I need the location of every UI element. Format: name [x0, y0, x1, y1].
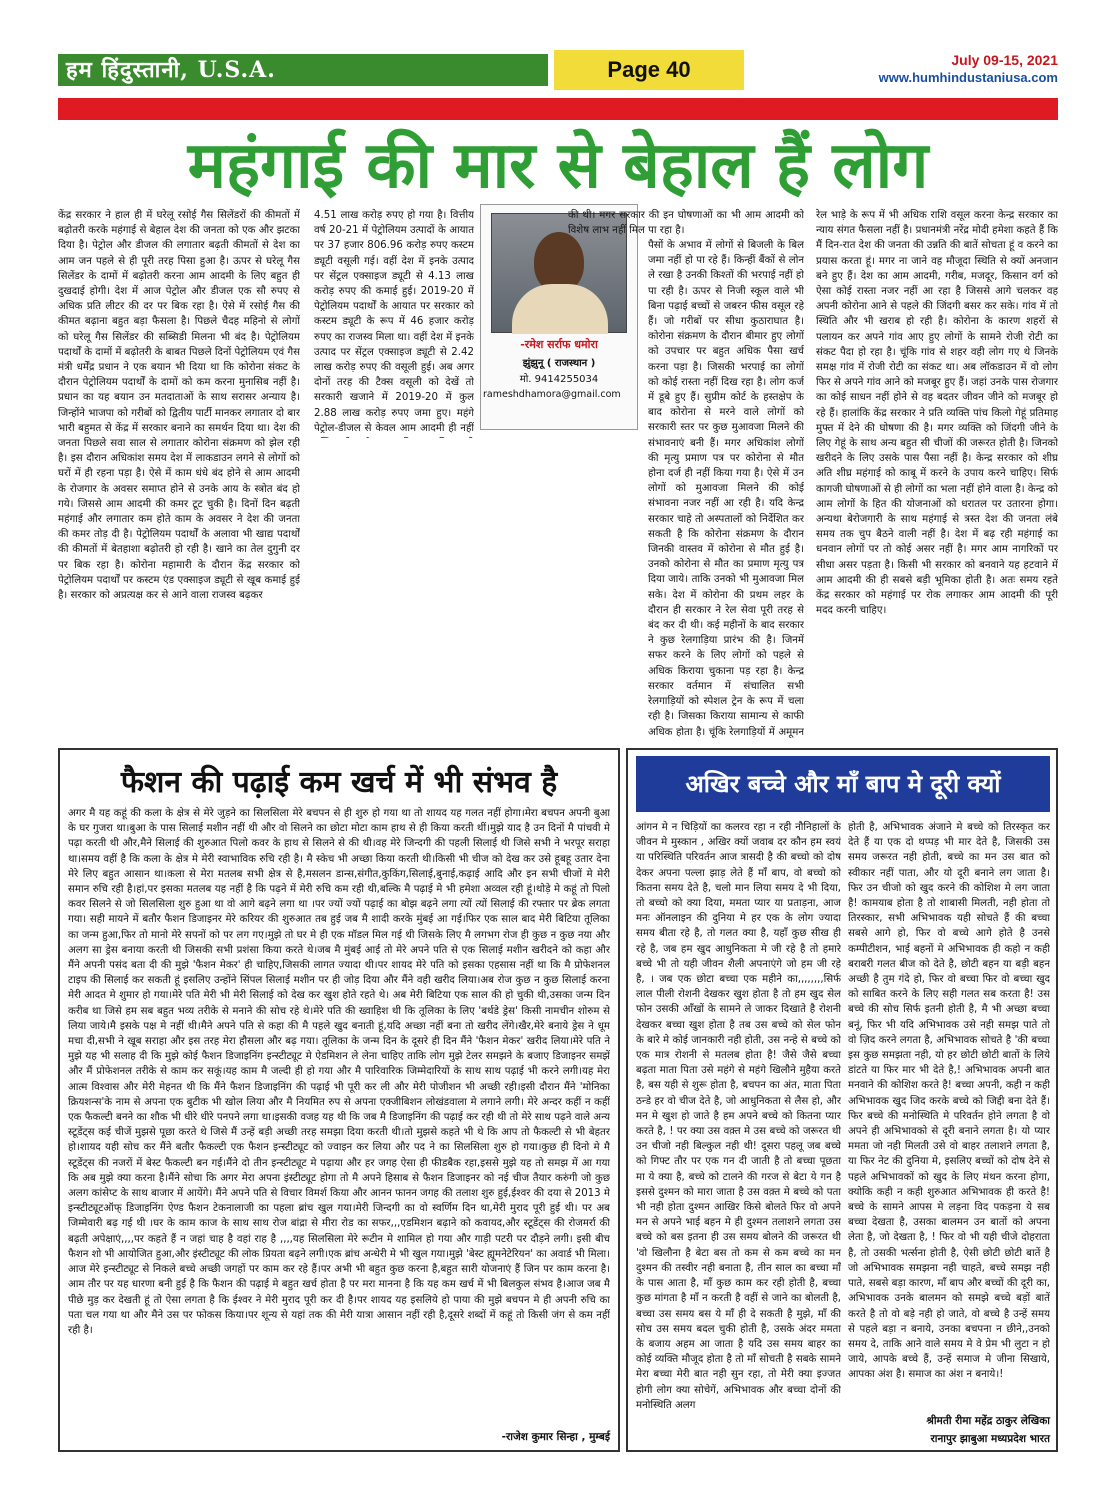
- page-label: Page 40: [554, 50, 744, 90]
- author-name: -रमेश सर्राफ धमोरा: [520, 338, 598, 351]
- parenting-article-col2: [848, 820, 1050, 1410]
- main-article-col3: [648, 238, 804, 738]
- main-article-col3-text: पैसों के अभाव में लोगों से बिजली के बिल जमा नहीं हो पा रहे हैं। किन्हीं बैंकों से लोन ले रखा है उनकी किश्तों की भरपाई नहीं हो पा रही है। ऊपर से निजी स्कूल वाले भी बिना पढ़ाई बच्चों से जबरन फीस वसूल रहे हैं। जो गरीबों पर सीधा कुठाराघात है। कोरोना संक्रमण के दौरान बीमार हुए लोगों को उपचार पर बहुत अधिक पैसा खर्च करना पड़ा है। जिसकी भरपाई का लोगों को कोई रास्ता नहीं दिख रहा है। लोग कर्ज में डूबे हुए हैं। सुप्रीम कोर्ट के हस्तक्षेप के बाद कोरोना से मरने वाले लोगों को सरकारी स्तर पर कुछ मुआवजा मिलने की संभावनाएं बनी हैं। मगर अधिकांश लोगों की मृत्यु प्रमाण पत्र पर कोरोना से मौत होना दर्ज ही नहीं किया गया है। ऐसे में उन लोगों को मुआवजा मिलने की कोई संभावना नजर नहीं आ रही है। यदि केन्द्र सरकार चाहे तो अस्पतालों को निर्देशित कर सकती है कि कोरोना संक्रमण के दौरान जिनकी वास्तव में कोरोना से मौत हुई है। उनको कोरोना से मौत का प्रमाण मृत्यु पत्र दिया जाये। ताकि उनको भी मुआवजा मिल सके। देश में कोरोना की प्रथम लहर के दौरान ही सरकार ने रेल सेवा पूरी तरह से बंद कर दी थी। कई महीनों के बाद सरकार ने कुछ रेलगाड़िया प्रारंभ की है। जिनमें सफर करने के लिए लोगों को पहले से अधिक किराया चुकाना पड़ रहा है। केन्द्र सरकार वर्तमान में संचालित सभी रेलगाड़ियों को स्पेशल ट्रेन के रूप में चला रही है। जिसका किराया सामान्य से काफी अधिक होता है। चूंकि रेलगाड़ियों में अमूमन: [648, 240, 804, 738]
- parenting-article-col1: [636, 820, 841, 1446]
- main-article-col2-text: 4.51 लाख करोड़ रुपए हो गया है। वित्तीय वर्ष 20-21 में पेट्रोलियम उत्पादों के आयात पर 37 हजार 806.96 करोड़ रुपए कस्टम ड्यूटी वसूली गई। वहीं देश में इनके उत्पाद पर सेंट्रल एक्साइज ड्यूटी से 4.13 लाख करोड़ रुपए की कमाई हुई। 2019-20 में पेट्रोलियम पदार्थों के आयात पर सरकार को कस्टम ड्यूटी के रूप में 46 हजार करोड़ रुपए का राजस्व मिला था। वहीं देश में इनके उत्पाद पर सेंट्रल एक्साइज ड्यूटी से 2.42 लाख करोड़ रुपए की वसूली हुई। अब अगर दोनों तरह की टैक्स वसूली को देखें तो सरकारी खजाने में 2019-20 में कुल 2.88 लाख करोड़ रुपए जमा हुए। महंगे पेट्रोल-डीजल से केवल आम आदमी ही नहीं: [314, 210, 474, 434]
- author-card: [480, 204, 638, 430]
- parenting-article-title: अखिर बच्चे और माँ बाप मे दूरी क्यों: [636, 756, 1050, 812]
- author-photo-body: [512, 284, 608, 334]
- author-email[interactable]: rameshdhamora@gmail.com: [483, 389, 621, 400]
- main-headline: महंगाई की मार से बेहाल हैं लोग: [187, 128, 929, 203]
- author-photo-head: [534, 232, 584, 292]
- fashion-article-title: फैशन की पढ़ाई कम खर्च में भी संभव है: [120, 765, 558, 800]
- paper-name: हम हिंदुस्तानी, U.S.A.: [58, 54, 548, 86]
- main-article-col1: [58, 208, 300, 738]
- website-link[interactable]: www.humhindustaniusa.com: [878, 70, 1058, 85]
- main-article-col3-top-text: की थी। मगर सरकार की इन घोषणाओं का भी आम आदमी को विशेष लाभ नहीं मिल पा रहा है।: [568, 210, 804, 236]
- fashion-article-body: [68, 806, 610, 1426]
- parenting-article-byline1: श्रीमती रीमा महेंद्र ठाकुर लेखिका: [926, 1415, 1050, 1427]
- fashion-article-byline: -राजेश कुमार सिन्हा , मुम्बई: [501, 1431, 610, 1443]
- main-article-col4-text: रेल भाड़े के रूप में भी अधिक राशि वसूल करना केन्द्र सरकार का न्याय संगत फैसला नहीं है। प्रधानमंत्री नरेंद्र मोदी हमेशा कहते हैं कि मैं दिन-रात देश की जनता की उन्नति की बातें सोचता हूं व करने का प्रयास करता हूं। मगर ना जाने वह मौजूदा स्थिति से क्यों अनजान बने हुए हैं। देश का आम आदमी, गरीब, मजदूर, किसान वर्ग को ऐसा कोई रास्ता नजर नहीं आ रहा है जिससे आगे चलकर वह अपनी कोरोना आने से पहले की जिंदगी बसर कर सके। गांव में तो स्थिति और भी खराब हो रही है। कोरोना के कारण शहरों से पलायन कर अपने गांव आए हुए लोगों के सामने रोजी रोटी का संकट पैदा हो रहा है। चूंकि गांव से शहर वही लोग गए थे जिनके समक्ष गांव में रोजी रोटी का संकट था। अब लॉकडाउन में वो लोग फिर से अपने गांव आने को मजबूर हुए हैं। जहां उनके पास रोजगार का कोई साधन नहीं होने से वह बदतर जीवन जीने को मजबूर हो रहे हैं। हालांकि केंद्र सरकार ने प्रति व्यक्ति पांच किलो गेहूं प्रतिमाह मुफ्त में देने की घोषणा की है। मगर व्यक्ति को जिंदगी जीने के लिए गेहूं के साथ अन्य बहुत सी चीजों की जरूरत होती है। जिनको खरीदने के लिए उसके पास पैसा नहीं है। केन्द्र सरकार को शीघ्र अति शीघ्र महंगाई को काबू में करने के उपाय करने चाहिए। सिर्फ कागजी घोषणाओं से ही लोगों का भला नहीं होने वाला है। केन्द्र को आम लोगों के हित की योजनाओं को धरातल पर उतारना होगा। अन्यथा बेरोजगारी के साथ महंगाई से त्रस्त देश की जनता लंबे समय तक चुप बैठने वाली नहीं है। देश में बढ़ रही महंगाई का धनवान लोगों पर तो कोई असर नहीं है। मगर आम नागरिकों पर सीधा असर पड़ता है। किसी भी सरकार को बनवाने यह हटवाने में आम आदमी की ही सबसे बड़ी भूमिका होती है। अतः समय रहते केंद्र सरकार को महंगाई पर रोक लगाकर आम आदमी की पूरी मदद करनी चाहिए।: [816, 210, 1058, 617]
- main-article-col1-text: केंद्र सरकार ने हाल ही में घरेलू रसोई गैस सिलेंडरों की कीमतों में बढ़ोतरी करके महंगाई से बेहाल देश की जनता को एक और झटका दिया है। पेट्रोल और डीजल की लगातार बढ़ती कीमतों से देश का आम जन पहले से ही पूरी तरह पिसा हुआ है। ऊपर से घरेलू गैस सिलेंडर के दामों में बढ़ोतरी करना आम आदमी के लिए बहुत ही दुखदाई होगी। देश में आज पेट्रोल और डीजल एक सौ रुपए से अधिक प्रति लीटर की दर पर बिक रहा है। ऐसे में रसोई गैस की कीमत बढ़ाना बहुत बड़ा फैसला है। पिछले चैदह महिनो से लोगों को घरेलू गैस सिलेंडर की सब्सिडी मिलना भी बंद है। पेट्रोलियम पदार्थों के दामों में बढ़ोतरी के बाबत पिछले दिनों पेट्रोलियम एवं गैस मंत्री धर्मेंद्र प्रधान ने एक बयान भी दिया था कि कोरोना संकट के दौरान पेट्रोलियम पदार्थों के दामों को कम करना मुनासिब नहीं है। प्रधान का यह बयान उन मतदाताओं के साथ सरासर अन्याय है। जिन्होंने भाजपा को गरीबों को द्वितीय पार्टी मानकर लगातार दो बार भारी बहुमत से केंद्र में सरकार बनाने का समर्थन दिया था। देश की जनता पिछले सवा साल से लगातार कोरोना संक्रमण को झेल रही है। इस दौरान अधिकांश समय देश में लाकडाउन लगने से लोगों को घरों में ही रहना पड़ा है। ऐसे में काम धंधे बंद होने से आम आदमी के रोजगार के अवसर समाप्त होने से उनके आय के स्त्रोत बंद हो गये। जिससे आम आदमी की कमर टूट चुकी है। दिनों दिन बढ़ती महंगाई और लगातार कम होते काम के अवसर ने देश की जनता की कमर तोड़ दी है। पेट्रोलियम पदार्थों के अलावा भी खाद्य पदार्थों की कीमतों में बेतहाशा बढ़ोतरी हो रही है। खाने का तेल दुगुनी दर पर बिक रहा है। कोरोना महामारी के दौरान केंद्र सरकार को पेट्रोलियम पदार्थों पर कस्टम एंड एक्साइज ड्यूटी से खूब कमाई हुई है। सरकार को अप्रत्यक्ष कर से आने वाला राजस्व बढ़कर: [58, 210, 300, 602]
- main-article-col3-top: [568, 208, 804, 236]
- parenting-article-byline2: रानापुर झाबुआ मध्यप्रदेश भारत: [930, 1433, 1050, 1445]
- main-article-col2-lower: [314, 438, 564, 738]
- parenting-article-col1-text: आंगन मे न चिड़ियों का कलरव रहा न रही नौनिहालों के जीवन मे मुस्कान , अखिर क्यों जवाब दर कौन हम स्वयं या परिस्थिति परिवर्तन आज त्रासदी है की बच्चो को दोष देकर अपना पल्ला झाड़ लेते हैं माँ बाप, वो बच्चो को कितना समय देते है, चलो मान लिया समय दे भी दिया, तो बच्चो को क्या दिया, ममता प्यार या प्रताड़ना, आज मनः ऑनलाइन की दुनिया मे हर एक के लोग ज्यादा समय बीता रहे है, तो गलत क्या है, यहाँ कुछ सीख ही रहे है, जब हम खुद आधुनिकता मे जी रहे है तो हमारे बच्चे भी तो यही जीवन शैली अपनाएंगे जो हम जी रहे है, । जब एक छोटा बच्चा एक महीने का,,,,,,,,सिर्फ लाल पीली रोशनी देखकर खुश होता है तो हम खुद सेल फोन उसकी आँखों के सामने ले जाकर दिखाते है रोशनी देखकर बच्चा खुश होता है तब उस बच्चे को सेल फोन के बारे मे कोई जानकारी नही होती, उस नन्हे से बच्चे को एक मात्र रोशनी से मतलब होता है! जैसे जैसे बच्चा बढ़ता माता पिता उसे महंगे से महंगे खिलौने मुहैया करते है, बस यही से शुरू होता है, बचपन का अंत, माता पिता ठन्डे हर वो चीज देते है, जो आधुनिकता से लैस हो, और मन मे खुश हो जाते है हम अपने बच्चे को कितना प्यार करते है, ! पर क्या उस वक़्त मे उस बच्चे को जरूरत थी उन चीजो नही बिल्कुल नही थी! दूसरा पहलू जब बच्चे को गिफ्ट तौर पर एक गन दी जाती है तो बच्चा पूछता मा ये क्या है, बच्चे को टालने की गरज से बेटा ये गन है इससे दुश्मन को मारा जाता है उस वक़्त मे बच्चे को पता भी नही होता दुश्मन आखिर किसे बोलते फिर वो अपने मन से अपने भाई बहन मे ही दुश्मन तलाशने लगता उस बच्चे को बस इतना ही उस समय बोलने की जरूरत थी 'वो खिलौना है बेटा बस तो कम से कम बच्चे का मन दुश्मन की तस्वीर नही बनाता है, तीन साल का बच्चा माँ के पास आता है, माँ कुछ काम कर रही होती है, बच्चा कुछ मांगता है माँ न करती है वहीं से जाने का बोलती है, बच्चा उस समय बस ये माँ ही दे सकती है मुझे, माँ की सोच उस समय बदल चुकी होती है, उसके अंदर ममता के बजाय अहम आ जाता है यदि उस समय बाहर का कोई व्यक्ति मौजूद होता है तो माँ सोचती है सबके सामने मेरा बच्चा मेरी बात नही सुन रहा, तो मेरी क्या इज्जत होगी लोग क्या सोचेगें, अभिभावक और बच्चा दोनों की मनोस्थिति अलग: [636, 822, 841, 1411]
- masthead-date-block: [879, 52, 1058, 85]
- author-mobile: मो. 9414255034: [519, 374, 599, 385]
- author-place: झुंझुनू ( राजस्थान ): [522, 358, 596, 369]
- masthead: [58, 50, 1058, 94]
- parenting-article-col2-text: होती है, अभिभावक अंजाने मे बच्चे को तिरस्कृत कर देते हैं या एक दो थप्पड़ भी मार देते है, जिसकी उस समय जरूरत नही होती, बच्चे का मन उस बात को स्वीकार नहीं पाता, और यो दूरी बनाने लग जाता है। फिर उन चीजो को खुद करने की कोशिश मे लग जाता है! कामयाब होता है तो शाबासी मिलती, नही होता तो तिरस्कार, सभी अभिभावक यही सोचते हैं की बच्चा सबसे आगे हो, फिर वो बच्चे आगे होते है उनसे कम्पीटीशन, भाई बहनों मे अभिभावक ही कहो न कही बराबरी गलत बीज को देते है, छोटी बहन या बड़ी बहन अच्छी है तुम गंदे हो, फिर वो बच्चा फिर वो बच्चा खुद को साबित करने के लिए सही गलत सब करता है! उस बच्चे की सोच सिर्फ इतनी होती है, मै भी अच्छा बच्चा बनूं, फिर भी यदि अभिभावक उसे नही समझ पाते तो वो ज़िद करने लगता है, अभिभावक सोचते है 'की बच्चा इस कुछ समझता नही, यो हर छोटी छोटी बातों के लिये डांटते या फिर मार भी देते है,! अभिभावक अपनी बात मनवाने की कोशिश करते है! बच्चा अपनी, कही न कही अभिभावक खुद जिद करके बच्चे को जिद्दी बना देते हैं। फिर बच्चे की मनोस्थिति मे परिवर्तन होने लगता है वो अपने ही अभिभावको से दूरी बनाने लगता है। यो प्यार ममता जो नही मिलती उसे वो बाहर तलाशने लगता है, या फिर नेट की दुनिया मे, इसलिए बच्चों को दोष देने से पहले अभिभावकों को खुद के लिए मंथन करना होगा, क्योकि कही न कही शुरुआत अभिभावक ही करते है! बच्चे के सामने आपस मे लड़ना विद पकड़ना ये सब बच्चा देखता है, उसका बालमन उन बातों को अपना लेता है, जो देखता है, ! फिर वो भी यही चीजे दोहराता है, तो उसकी भर्त्सना होती है, ऐसी छोटी छोटी बातें है जो अभिभावक समझना नही चाहते, बच्चे समझ नही पाते, सबसे बड़ा कारण, माँ बाप और बच्चों की दूरी का, अभिभावक उनके बालमन को समझे बच्चे बड़ों बातें करते है तो वो बड़े नही हो जाते, वो बच्चे है उन्हें समय से पहले बड़ा न बनाये, उनका बचपना न छीने,,उनको समय दे, ताकि आने वाले समय मे वे प्रेम भी लुटा न हो जाये, आपके बच्चे हैं, उन्हें समाज मे जीना सिखाये, आपका अंश है। समाज का अंश न बनाये।!: [848, 822, 1050, 1381]
- fashion-article-box: [58, 748, 620, 1452]
- issue-date: July 09-15, 2021: [951, 52, 1058, 68]
- parenting-article-box: [626, 748, 1058, 1452]
- fashion-article-text: अगर मै यह कहूं की कला के क्षेत्र से मेरे जुड़ने का सिलसिला मेरे बचपन से ही शुरु हो गया था तो शायद यह गलत नहीं होगा।मेरा बचपन अपनी बुआ के घर गुजरा था।बुआ के पास सिलाई मशीन नहीं थी और वो सिलने का छोटा मोटा काम हाथ से ही किया करती थीं।मुझे याद है उन दिनों मै पांचवी मे पढ़ा करती थी और,मैने सिलाई की शुरुआत पिलो कवर के हाथ से सिलने से की थी।वह मेरे जिन्दगी की पहली सिलाई थी जिसे सभी ने भरपूर सराहा था।समय वहीं है कि कला के क्षेत्र मे मेरी स्वाभाविक रुचि रही है। मै स्केच भी अच्छा किया करती थी।किसी भी चीज को देख कर उसे हूबहू उतार देना मेरे लिए बहुत आसान था।कला से मेरा मतलब सभी क्षेत्र से है,मसलन डान्स,संगीत,कुकिंग,सिलाई,बुनाई,कढ़ाई आदि और इन सभी चीजों मे मेरी समान रुचि रही है।हां,पर इसका मतलब यह नहीं है कि पढ़ने में मेरी रुचि कम रही थी,बल्कि मै पढ़ाई मे भी हमेशा अव्वल रही हूं।थोड़े मे कहूं तो पिलो कवर सिलने से जो सिलसिला शुरु हुआ था वो आगे बढ़ने लगा था ।पर ज्यों ज्यों पढ़ाई का बोझ बढ़ने लगा त्यों त्यों सिलाई की रफ्तार पर ब्रेक लगता गया। सही मायने में बतौर फैशन डिजाइनर मेरे करियर की शुरुआत तब हुई जब मै शादी करके मुंबई आ गई।फिर एक साल बाद मेरी बिटिया तूलिका का जन्म हुआ,फिर तो मानो मेरे सपनों को पर लग गए।मुझे तो घर मे ही एक मॉडल मिल गई थी जिसके लिए मै लगभग रोज ही कुछ न कुछ नया और अलग सा ड्रेस बनाया करती थी जिसकी सभी प्रशंसा किया करते थे।जब मै मुंबई आई तो मेरे अपने पति से एक सिलाई मशीन खरीदने को कहा और मैंने अपनी पसंद बता दी की मुझे 'फैशन मेकर' ही चाहिए,जिसकी लागत ज्यादा थी।पर शायद मेरे पति को इसका एहसास नहीं था कि मै प्रोफेशनल टाइप की सिलाई कर सकती हूं इसलिए उन्होंने सिंपल सिलाई मशीन पर ही जोड़ दिया और मैंने वही खरीद लिया।अब रोज कुछ न कुछ सिलाई करना मेरी आदत मे शुमार हो गया।मेरे पति मेरी भी मेरी सिलाई को देख कर खुश होते रहते थे। अब मेरी बिटिया एक साल की हो चुकी थी,उसका जन्म दिन करीब था जिसे हम सब बहुत भव्य तरीके से मनाने की सोच रहे थे।मेरे पति की ख्वाहिश थी कि तूलिका के लिए 'बर्थडे ड्रेस' किसी नामचीन शोरुम से लिया जाये।मै इसके पक्ष मे नहीं थी।मैने अपने पति से कहा की मै पहले खुद बनाती हूं,यदि अच्छा नहीं बना तो खरीद लेंगे।खैर,मेरे बनाये ड्रेस ने धूम मचा दी,सभी ने खूब सराहा और इस तरह मेरा हौसला और बढ़ गया। तूलिका के जन्म दिन के दूसरे ही दिन मैंने 'फैशन मेकर' खरीद लिया।मेरे पति ने मुझे यह भी सलाह दी कि मुझे कोई फैशन डिजाइनिंग इन्स्टीट्यूट मे ऐडमिशन ले लेना चाहिए ताकि लोग मुझे टेलर समझने के बजाए डिजाइनर समझें और मैं प्रोफेशनल तरीके से काम कर सकूं।यह काम मै जल्दी ही हो गया और मै पारिवारिक जिम्मेदारियों के साथ साथ पढ़ाई भी करने लगी।यह मेरा आत्म विश्वास और मेरी मेहनत थी कि मैंने फैशन डिजाइनिंग की पढ़ाई भी पूरी कर ली और मेरी पोजीशन भी अच्छी रही।इसी दौरान मैंने 'मोनिका क्रियशन्स'के नाम से अपना एक बुटीक भी खोल लिया और मै नियमित रुप से अपना एक्जीबिशन लोखंडवाला मे लगाने लगी। मेरे अन्दर कहीं न कहीं एक फैकल्टी बनने का शौक भी धीरे धीरे पनपने लगा था।इसकी वजह यह थी कि जब मै डिजाइनिंग की पढ़ाई कर रही थी तो मेरे साथ पढ़ने वाले अन्य स्टूडेंट्स कई चीजें मुझसे पूछा करते थे जिसे मैं उन्हें बड़ी अच्छी तरह समझा दिया करती थी।तो मुझसे कहते भी थे कि आप तो फैकल्टी से भी बेहतर हो।शायद यही सोच कर मैंने बतौर फैकल्टी एक फैशन इन्स्टीट्यूट को ज्वाइन कर लिया और पद ने का सिलसिला शुरु हो गया।कुछ ही दिनो मे मै स्टूडेंट्स की नजरों में बेस्ट फैकल्टी बन गई।मैंने दो तीन इन्स्टीट्यूट मे पढ़ाया और हर जगह ऐसा ही फीडबैक रहा,इससे मुझे यह तो समझ में आ गया कि अब मुझे क्या करना है।मैंने सोचा कि अगर मेरा अपना इंस्टीट्यूट होगा तो मै अपने हिसाब से फैशन डिजाइनर को नई चीज तैयार करुंगी जो कुछ अलग कांसेप्ट के साथ बाजार में आयेंगे। मैंने अपने पति से विचार विमर्श किया और आनन फानन जगह की तलाश शुरु हुई,ईश्वर की दया से 2013 मे इन्स्टीट्यूटऑफ् डिजाइनिंग ऐण्ड फैशन टेकनालाजी का पहला ब्रांच खुल गया।मेरी जिन्दगी का वो स्वर्णिम दिन था,मेरी मुराद पूरी हुई थी। पर अब जिम्मेवारी बढ़ गई थी ।घर के काम काज के साथ साथ रोज बांद्रा से मीरा रोड का सफर,,,एडमिशन बढ़ाने को कवायद,और स्टूडेंट्स की रोजमर्रा की बढ़ती अपेक्षाएं,,,,पर कहते हैं न जहां चाह है वहां राह है ,,,,यह सिलसिला मेरे रूटीन मे शामिल हो गया और गाड़ी पटरी पर दौड़ने लगी। इसी बीच फैशन शो भी आयोजित हुआ,और इंस्टीट्यूट की लोक प्रियता बढ़ने लगी।एक ब्रांच अन्धेरी मे भी खुल गया।मुझे 'बेस्ट ह्यूमनेटेरियन' का अवार्ड भी मिला।आज मेरे इन्स्टीट्यूट से निकले बच्चे अच्छी जगहों पर काम कर रहे हैं।पर अभी भी बहुत कुछ करना है,बहुत सारी योजनाएं हैं जिन पर काम करना है।आम तौर पर यह धारणा बनी हुई है कि फैशन की पढ़ाई मे बहुत खर्च होता है पर मरा मानना है कि यह कम खर्च में भी बिलकुल संभव है।आज जब मै पीछे मुड़ कर देखती हूं तो ऐसा लगता है कि ईश्वर ने मेरी मुराद पूरी कर दी है।पर शायद यह इसलिये हो पाया की मुझे बचपन मे ही अपनी रुचि का पता चल गया था और मैने उस पर फोकस किया।पर शून्य से यहां तक की मेरी यात्रा आसान नहीं रही है,दूसरे शब्दों में कहूं तो किसी जंग से कम नहीं रही है।: [68, 808, 610, 1336]
- red-banner: [58, 98, 1058, 120]
- main-article-col2: [314, 208, 474, 438]
- main-article-col4: [816, 208, 1058, 738]
